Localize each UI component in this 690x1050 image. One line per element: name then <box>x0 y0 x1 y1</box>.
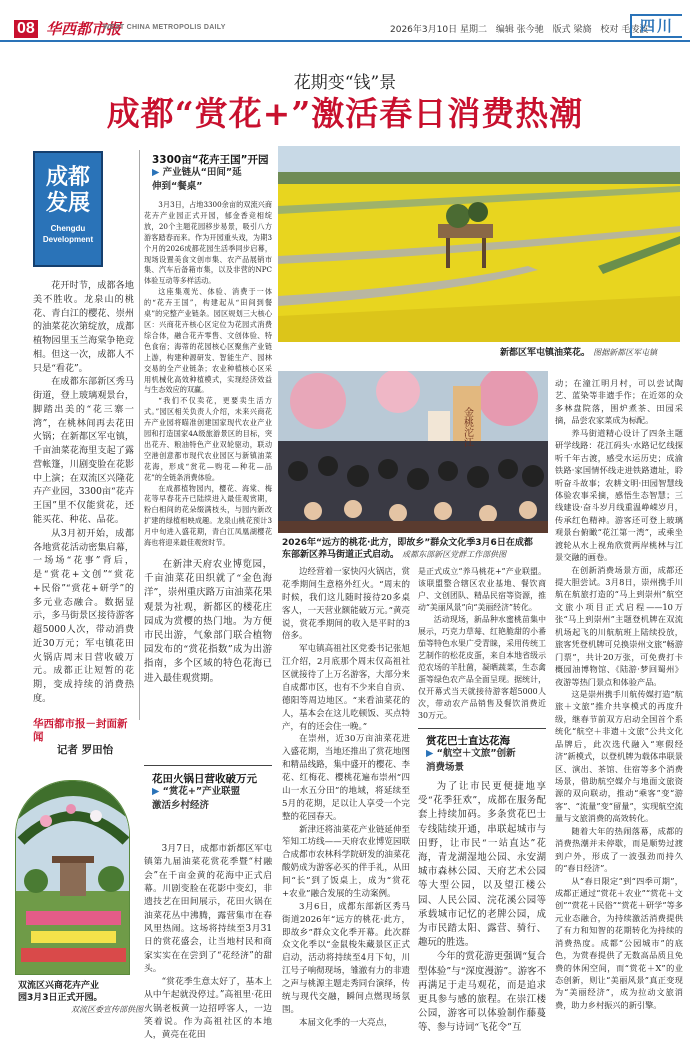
garden-photo <box>15 780 130 975</box>
event-caption-line1: 2026年“远方的桃花·此方，即故乡”群众文化季3月6日在成都 <box>282 538 533 548</box>
kicker: 花期变“钱”景 <box>293 73 397 93</box>
page-header <box>0 0 690 42</box>
main-caption-text: 新都区军屯镇油菜花。 <box>500 348 591 358</box>
page-number: 08 <box>14 20 38 38</box>
article3-paragraph: 动；在潼江明月村，可以尝试陶艺、蓝染等非遗手作；在近郊的众多林盘院落，围炉煮茶、田园采摘，品尝农家菜成为标配。 <box>555 378 683 426</box>
event-photo-credit: 成都东部新区党群工作部供图 <box>402 550 507 559</box>
article1-deck <box>152 166 272 194</box>
issue-info <box>390 22 654 35</box>
article3-paragraph: 这是崇州携手川航传媒打造“航旅＋文旅”推介共享模式的再度升级，继春节前双方启动全国首个系统化“航空＋非遗＋文旅”公共文化品牌后，此次选代融入“寒假经济”新模式，以登机牌为载体串联景区、演出、茶馆、住宿等多个消费场景，借助航空媒介与地面文旅资源的双向联动，推动“乘客”变“游客”、“流量”变“留量”，实现航空流量与文旅消费的高效转化。 <box>555 688 683 824</box>
article2-deck <box>152 785 272 813</box>
garden-photo-art <box>16 781 130 975</box>
article2-paragraph: 是正式成立“养马桃花+”产业联盟。该联盟整合辖区农业基地、餐饮商户、文创团队、精品民宿等资源，推动“美丽风景”向“美丽经济”转化。 <box>418 567 546 612</box>
article2-body <box>144 843 272 1043</box>
article2-paragraph: 军屯镇高祖社区党委书记张旭江介绍，2月底那个周末仅高祖社区就接待了上万名游客，大部分来自成都市区，也有不少来自自贡、德阳等周边地区。“来看油菜花的人，基本会在这儿吃顿饭、买点特产，有的还会住一晚。” <box>282 644 410 732</box>
article1-title: 3300亩“花卉王国”开园 <box>152 154 269 166</box>
garden-caption-line1: 双流区兴商花卉产业 <box>18 981 100 991</box>
article2-paragraph: 活动现场，新品种水蜜桃苗集中展示，巧克力草莓、红艳脆甜的小番茄等特色水果广受青睐，采用传统工艺制作的松花皮蛋，来自本地省级示范农场的羊肚菌，凝晒蔬菜，生态禽蛋等绿色农产品全面呈现。据统计，仅开幕式当天就接待游客超5000人次，带动农产品销售及餐饮消费近30万元。 <box>418 615 546 720</box>
article1-paragraph: 在新津天府农业博览园，千亩油菜花田织就了“金色海洋”，崇州重庆路万亩油菜花果观景为社观，新都区的楼花庄园成为赏樱的热门地。为方便市民出游，气象部门联合植物园发布的“赏花指数”成为出游指南，多个区域的特色花海已进入最佳观赏期。 <box>144 559 272 684</box>
article3-title: 赏花巴士直达花海 <box>426 735 510 747</box>
article3-paragraph: 今年的赏花游更强调“复合型体验”与“深度漫游”。游客不再满足于走马观花，而是追求更具参与感的旅程。在崇江楼公园，游客可以体验制作藤蔓等、参与诗词“飞花令”互 <box>418 951 546 1034</box>
rapeseed-field-art <box>278 146 680 342</box>
article3-body-cont <box>555 377 683 1011</box>
triangle-icon: ▶ <box>152 786 160 797</box>
garden-photo-credit: 双流区委宣传部供图 <box>71 1005 143 1014</box>
section-en-line2: Development <box>42 235 94 244</box>
article3-paragraph: 随着大年的热闹落幕，成都的消费热潮并未停歇，而是顺势过渡到户外，形成了一波强劲而持久的“春日经济”。 <box>555 825 683 874</box>
newspaper-logo-en: WEST CHINA METROPOLIS DAILY <box>103 24 226 31</box>
article3-paragraph: 在创新消费场景方面，成都还提大胆尝试。3月8日，崇州携手川航在航旅打造的“马上到崇州”航空文旅小项目正式启程——10万张“马上到崇州”主题登机牌在双流机场起飞的川航航班上陆续投放，旅客凭登机牌可兑换崇州文旅“畅游门票”，共计20万张，可免费打卡概园油博物馆、《陆游·梦回蜀州》夜游等热门景点和体验产品。 <box>555 564 683 687</box>
byline-label: 华西都市报－封面新闻 <box>33 718 128 743</box>
article2-paragraph: 本届文化季的一大亮点， <box>299 1017 393 1028</box>
byline-name: 记者 罗田怡 <box>56 744 114 756</box>
article2-paragraph: 新津还将油菜花产业链延伸至笮知工坊线——天府农业博览园联合成都市农林科学院研发的油菜花酸奶成为游客必买的伴手礼，从田间“长”到了饭桌上，成为“赏花+农业”融合发展的生动案例。 <box>282 824 410 899</box>
article2-deck-line1: “赏花+”产业联盟 <box>162 786 241 797</box>
triangle-icon: ▶ <box>152 167 160 178</box>
byline <box>33 718 137 757</box>
article3-paragraph: 为了让市民更便捷地享受“花季狂欢”，成都在服务配套上持续加码。多条赏花巴士专线陆续开通，串联起城市与田野，让市民“一站直达”花海，青龙湖湿地公园、永安湖城市森林公园、天府艺术公园等大型公园，以及望江楼公园、人民公园、浣花溪公园等承载城市记忆的老牌公园，成为市民踏太阳、露营、骑行、趣玩的胜选。 <box>418 781 546 949</box>
triangle-icon: ▶ <box>426 748 434 759</box>
lead-column <box>33 280 134 707</box>
article3-paragraph: 从“春日限定”到“四季可期”，成都正通过“赏花＋农业”“赏花＋文创”“赏花＋民俗”“赏花＋研学”等多元业态融合，为持续激活消费提供了有力和知智的花期转化为持续的消费热度。成都“公园城市”的底色，为赏春提供了无数高品质且免费的休闲空间，而“赏花＋X”的业态创新，则让“美丽风景”真正变现为“美丽经济”，成为拉动文旅消费，助力乡村振兴的新引擎。 <box>555 875 683 1010</box>
article-divider <box>418 728 546 729</box>
article-divider <box>144 765 272 766</box>
section-box <box>33 151 103 267</box>
article2-body-cont2 <box>418 566 546 722</box>
section-box-title <box>35 165 101 217</box>
article2-paragraph: 边经营着一家快闪火锅店，赏花季期间生意格外红火。“周末的时候，我们这儿随时接待20多桌客人，一天营业额能破万元。”黄亮说，赏花季期间的收入是平时的3倍多。 <box>282 567 410 642</box>
event-photo-caption <box>282 537 552 561</box>
event-sign-text: 金桃沱江 <box>461 407 473 447</box>
garden-caption-line2: 园3月3日正式开园。 <box>18 993 103 1003</box>
article3-deck <box>426 747 546 775</box>
article3-deck-line2: 消费场景 <box>426 762 465 773</box>
lead-paragraph: 花开时节，成都各地美不胜收。龙泉山的桃花、青白江的樱花、崇州的油菜花次第绽放，成都植物园里玉兰海棠争艳竞相。但这一次，成都人不只是“看花”。 <box>33 281 134 374</box>
newspaper-logo: 华西都市报 <box>46 20 122 38</box>
proof-credit: 校对 毛凌波 <box>600 25 649 35</box>
article2-body-cont <box>282 566 410 1030</box>
main-photo <box>278 146 680 342</box>
event-photo <box>278 371 548 533</box>
article1-deck-line2: 伸到“餐桌” <box>152 181 203 192</box>
article2-paragraph: “赏花季生意太好了，基本上从中午起就没停过。”高祖里·花田火锅老板黄一边招呼客人，一边笑着说。作为高祖社区的本地人，黄亮在花田 <box>144 977 272 1041</box>
section-title-line1: 成都 <box>45 165 90 190</box>
issue-date: 2026年3月10日 星期二 <box>390 25 487 35</box>
article1-deck-line1: 产业链从“田间”延 <box>162 167 242 178</box>
main-photo-credit: 图据新都区军屯镇 <box>593 348 658 357</box>
headline: 成都“赏花+”激活春日消费热潮 <box>106 94 584 133</box>
designer-credit: 版式 梁旖 <box>552 25 592 35</box>
article1-paragraph: 在成都植物园内，樱花、海棠、梅花等早春花卉已陆续进入最佳观赏期，粉白相间的花朵缀满枝头，与园内新改扩建的绿植相映成趣。龙泉山桃花预计3月中旬进入盛花期，青白江凤凰湖樱花海也将迎来最佳观赏时节。 <box>144 483 272 548</box>
region-tag: 四川 <box>630 14 682 38</box>
article2-paragraph: 在崇州，近30万亩油菜花进入盛花期，当地还推出了赏花地图和精品线路，集中盛开的樱花、李花、红梅花、樱桃花遍布崇州“四山一水五分田”的地域，将延续至5月的花期，足以让人享受一个完整的花园春天。 <box>282 734 410 822</box>
event-caption-line2: 东部新区养马街道正式启动。 <box>282 550 400 560</box>
article2-deck-line2: 激活乡村经济 <box>152 800 210 811</box>
article1-body-cont <box>144 558 272 686</box>
article1-paragraph: “我们不仅卖花，更要卖生活方式。”园区相关负责人介绍，未来兴商花卉产业园将瞄准创建国家现代农业产业园和打造国家4A级旅游景区的目标，突出花卉、粮油特色产业双轮驱动，联动空港创意都市现代农业园区与新镇油菜花海，形成“赏花—购花—种花—品花”的全链条消费体验。 <box>144 396 272 482</box>
lead-paragraph: 在成都东部新区秀马街道，登上玻璃观景台，脚踏出美的“花三寨一湾”，在桃林间再去花田火锅；在新都区军屯镇，千亩油菜花海里支起了露营帐篷，川剧变脸在花影中上演；在双流区兴隆花卉产业园，3300亩“花卉王国”里不仅能赏花，还能买花、种花、品花。 <box>33 377 134 526</box>
garden-photo-caption <box>18 980 143 1015</box>
section-en-line1: Chengdu <box>50 224 86 233</box>
article2-title: 花田火锅日营收破万元 <box>152 773 257 785</box>
lead-paragraph: 从3月初开始，成都各地赏花活动密集启幕，一场场“花事”背后，是“赏花+文创”“赏花+民俗”“赏花+研学”的多元业态融合。数据显示，多马街景区接待游客超5000人次，带动消费近30万元；军屯镇花田火锅店周末日营收破万元。成都正让短暂的花期，变成持续的消费热度。 <box>33 528 134 704</box>
article1-paragraph: 这座集观光、体验、消费于一体的“花卉王国”，构建起从“田间到餐桌”的完整产业链条。园区规划三大核心区：兴商花卉核心区定位为花园式消费综合体，融合花卉零售、文创体验、特色食宿；海蒂的花园核心区聚焦产业链上游，构建种源研发、智能生产、园林交易的全产业链条；农业种植核心区采用机械化高效种植模式，实现经济效益与生态效应的双赢。 <box>144 287 272 395</box>
article2-paragraph: 3月7日，成都市新都区军屯镇第九届油菜花赏花季暨“村融会”在千亩金黄的花海中正式启幕。川剧变脸在花影中变幻，非遗技艺在田间展示，花田火锅在油菜花丛中沸腾，露营集市在春风里热闹。这场将持续至3月31日的赏花盛会，让当地村民和商家实实在在尝到了“花经济”的甜头。 <box>144 844 272 974</box>
article3-deck-line1: “航空＋文旅”创新 <box>436 748 516 759</box>
column-divider <box>139 150 140 720</box>
article2-paragraph: 3月6日，成都东部新区秀马街道2026年“远方的桃花·此方，即故乡”群众文化季开幕。此次群众文化季以“金鼠梭朱藏景区正式启动，活动将持续至4月下旬，川江号子响彻现场，雏澈有力的非遗之声与桃源主题走秀同台演绎，传统与现代交融，瞬间点燃现场氛围。 <box>282 901 410 1015</box>
section-title-line2: 发展 <box>45 191 90 216</box>
article1-paragraph: 3月3日，占地3300余亩的双流兴商花卉产业园正式开园，郁金香竞相绽放，20个主题花园移步易景，吸引八方游客踏春而来。作为开园重头戏，为期3个月的2026成都花园生活季同步启幕，现场设置美食文创市集、农产品展销市集、汽车后备箱市集，以及非营的NPC体验互动等多样活动。 <box>144 200 272 286</box>
section-box-en <box>35 223 101 245</box>
article3-paragraph: 养马街道精心设计了四条主题研学线路：花江码头·水路记忆线探听千年古渡，感受水运历史；成渝铁路·家国情怀线走进铁路遗址，聆听奋斗故事；农耕文明·田园智慧线体验农事采摘，感悟生态智慧；三线建设·奋斗岁月线重温峥嵘岁月，传承红色精神。游客还可登上玻璃观景台俯瞰“花江第一湾”，或乘坐渡轮从水上视角欣赏两岸桃林与江景交融的画卷。 <box>555 427 683 563</box>
event-stage-art <box>278 371 548 533</box>
article3-body <box>418 780 546 1036</box>
article1-body <box>144 200 272 549</box>
main-photo-caption <box>500 347 657 359</box>
editor-credit: 编辑 张今驰 <box>495 25 544 35</box>
